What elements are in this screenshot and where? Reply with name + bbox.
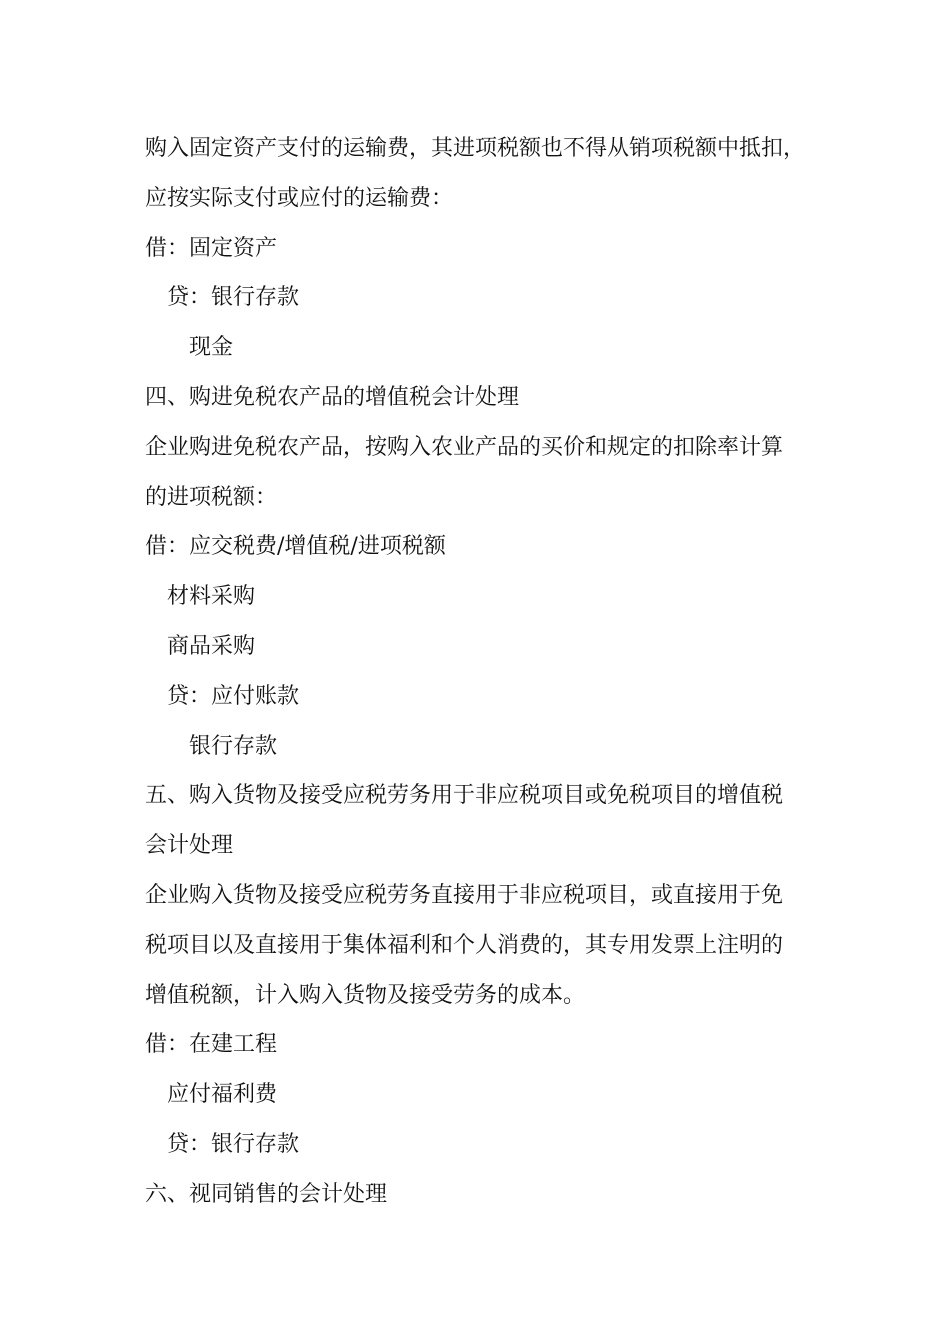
journal-credit-line: 贷：银行存款 bbox=[167, 1131, 300, 1157]
section-heading: 六、视同销售的会计处理 bbox=[145, 1181, 388, 1207]
text-line: 的进项税额： bbox=[145, 484, 278, 510]
document-body bbox=[145, 124, 845, 1220]
text-line: 应按实际支付或应付的运输费： bbox=[145, 185, 454, 211]
section-heading: 五、购入货物及接受应税劳务用于非应税项目或免税项目的增值税 bbox=[145, 783, 784, 809]
text-line: 增值税额，计入购入货物及接受劳务的成本。 bbox=[145, 982, 586, 1008]
text-line: 企业购入货物及接受应税劳务直接用于非应税项目，或直接用于免 bbox=[145, 882, 784, 908]
text-line: 购入固定资产支付的运输费，其进项税额也不得从销项税额中抵扣， bbox=[145, 136, 806, 161]
section-heading: 四、购进免税农产品的增值税会计处理 bbox=[145, 384, 520, 410]
text-line: 企业购进免税农产品，按购入农业产品的买价和规定的扣除率计算 bbox=[145, 434, 784, 460]
section-heading-continued: 会计处理 bbox=[145, 833, 234, 859]
journal-debit-line: 借：应交税费/增值税/进项税额 bbox=[145, 534, 446, 560]
journal-debit-subline: 材料采购 bbox=[167, 584, 256, 610]
text-line: 税项目以及直接用于集体福利和个人消费的，其专用发票上注明的 bbox=[145, 932, 784, 958]
journal-credit-line: 贷：银行存款 bbox=[167, 285, 300, 311]
journal-debit-line: 借：在建工程 bbox=[145, 1032, 278, 1058]
journal-credit-subline: 现金 bbox=[189, 335, 234, 361]
journal-debit-subline: 应付福利费 bbox=[167, 1082, 278, 1108]
journal-debit-line: 借：固定资产 bbox=[145, 235, 278, 261]
journal-debit-subline: 商品采购 bbox=[167, 633, 256, 659]
journal-credit-subline: 银行存款 bbox=[189, 733, 278, 759]
journal-credit-line: 贷：应付账款 bbox=[167, 683, 300, 709]
